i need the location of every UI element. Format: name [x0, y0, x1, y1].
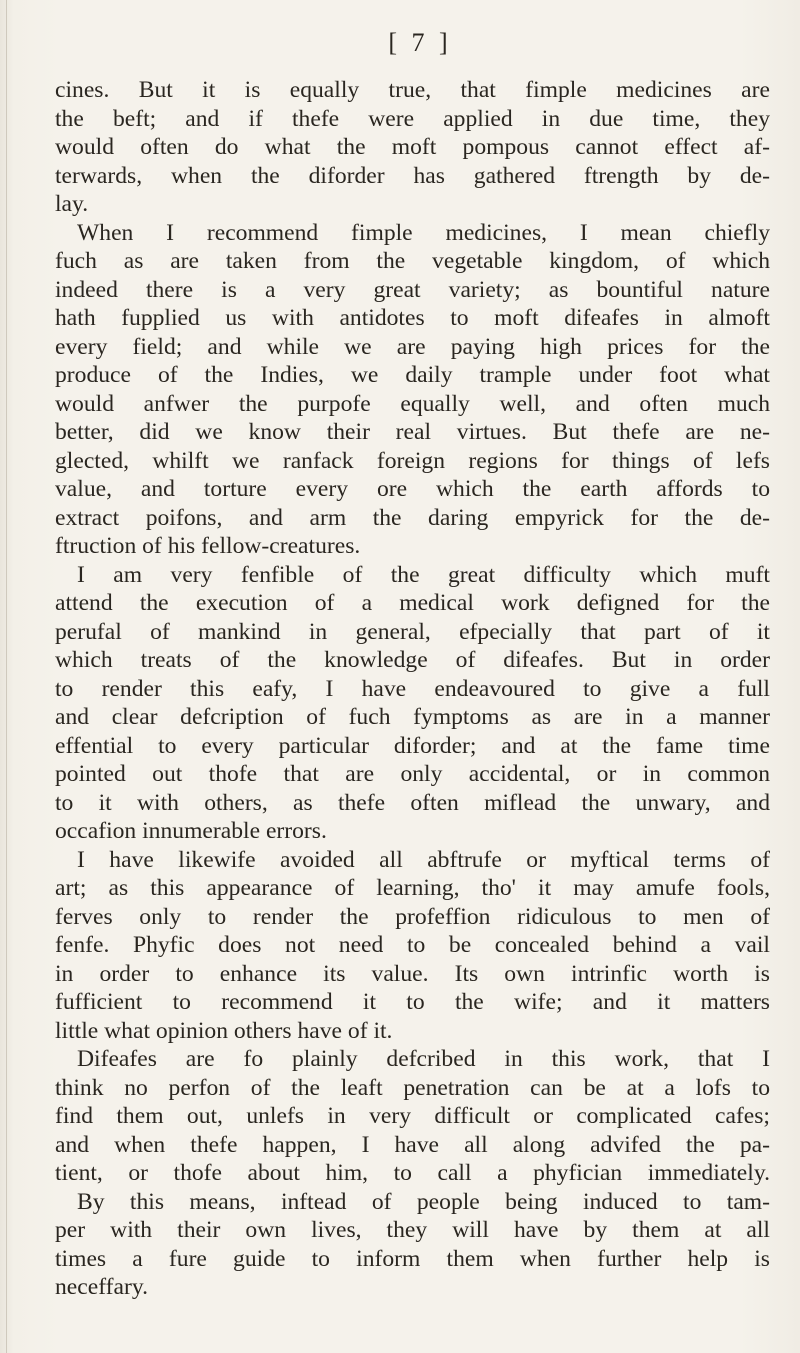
text-line: I am very fenfible of the great difficulty which muft [77, 561, 770, 588]
text-line: terwards, when the diforder has gathered ftrength by de- [55, 162, 770, 189]
text-line: lay. [55, 191, 89, 217]
text-line: ftruction of his fellow-creatures. [55, 533, 361, 559]
text-line: hath fupplied us with antidotes to moft difeafes in almoft [55, 305, 770, 331]
text-line: ferves only to render the profeffion ridiculous to men of [55, 903, 770, 930]
page-gutter-line [6, 0, 7, 1353]
text-line: every field; and while we are paying high prices for the [55, 333, 770, 360]
text-line: I have likewife avoided all abftrufe or myftical terms of [77, 846, 770, 873]
text-line: attend the execution of a medical work defigned for the [55, 590, 770, 616]
text-line: find them out, unlefs in very difficult or complicated cafes; [55, 1103, 770, 1129]
text-line: glected, whilft we ranfack foreign regions for things of lefs [55, 447, 770, 474]
text-line: per with their own lives, they will have by them at all [55, 1217, 770, 1243]
text-line: occafion innumerable errors. [55, 818, 327, 844]
text-line: extract poifons, and arm the daring empyrick for the de- [55, 504, 770, 531]
text-line: neceffary. [55, 1274, 148, 1300]
text-line: the beft; and if thefe were applied in due time, they [55, 105, 770, 132]
text-line: fufficient to recommend it to the wife; and it matters [55, 989, 770, 1015]
text-line: better, did we know their real virtues. But thefe are ne- [55, 419, 770, 445]
text-line: pointed out thofe that are only accidental, or in common [55, 761, 770, 787]
text-line: effential to every particular diforder; and at the fame time [55, 732, 770, 759]
text-line: and when thefe happen, I have all along advifed the pa- [55, 1131, 770, 1158]
text-line: think no perfon of the leaft penetration can be at a lofs to [55, 1074, 770, 1101]
text-line: art; as this appearance of learning, tho' it may amufe fools, [55, 875, 770, 901]
text-line: to render this eafy, I have endeavoured to give a full [55, 675, 770, 702]
text-line: When I recommend fimple medicines, I mean chiefly [77, 219, 770, 246]
body-text [55, 76, 770, 1302]
text-line: By this means, inftead of people being induced to tam- [77, 1188, 770, 1215]
text-line: perufal of mankind in general, efpecially that part of it [55, 618, 770, 645]
text-line: times a fure guide to inform them when further help is [55, 1245, 770, 1272]
text-line: to it with others, as thefe often miflead the unwary, and [55, 789, 770, 816]
text-line: tient, or thofe about him, to call a phyfician immediately. [55, 1160, 770, 1186]
text-line: value, and torture every ore which the earth affords to [55, 476, 770, 502]
text-line: would often do what the moft pompous cannot effect af- [55, 134, 770, 160]
text-line: in order to enhance its value. Its own intrinfic worth is [55, 960, 770, 987]
text-line: little what opinion others have of it. [55, 1017, 393, 1044]
text-line: which treats of the knowledge of difeafes. But in order [55, 647, 770, 673]
text-line: would anfwer the purpofe equally well, and often much [55, 390, 770, 417]
text-line: Difeafes are fo plainly defcribed in this work, that I [77, 1046, 770, 1072]
text-line: cines. But it is equally true, that fimple medicines are [55, 77, 770, 103]
page-number: [ 7 ] [388, 28, 452, 57]
text-line: produce of the Indies, we daily trample under foot what [55, 362, 770, 388]
text-line: fenfe. Phyfic does not need to be concealed behind a vail [55, 932, 770, 958]
text-line: indeed there is a very great variety; as bountiful nature [55, 276, 770, 303]
text-line: and clear defcription of fuch fymptoms as are in a manner [55, 704, 770, 730]
text-line: fuch as are taken from the vegetable kingdom, of which [55, 248, 770, 274]
